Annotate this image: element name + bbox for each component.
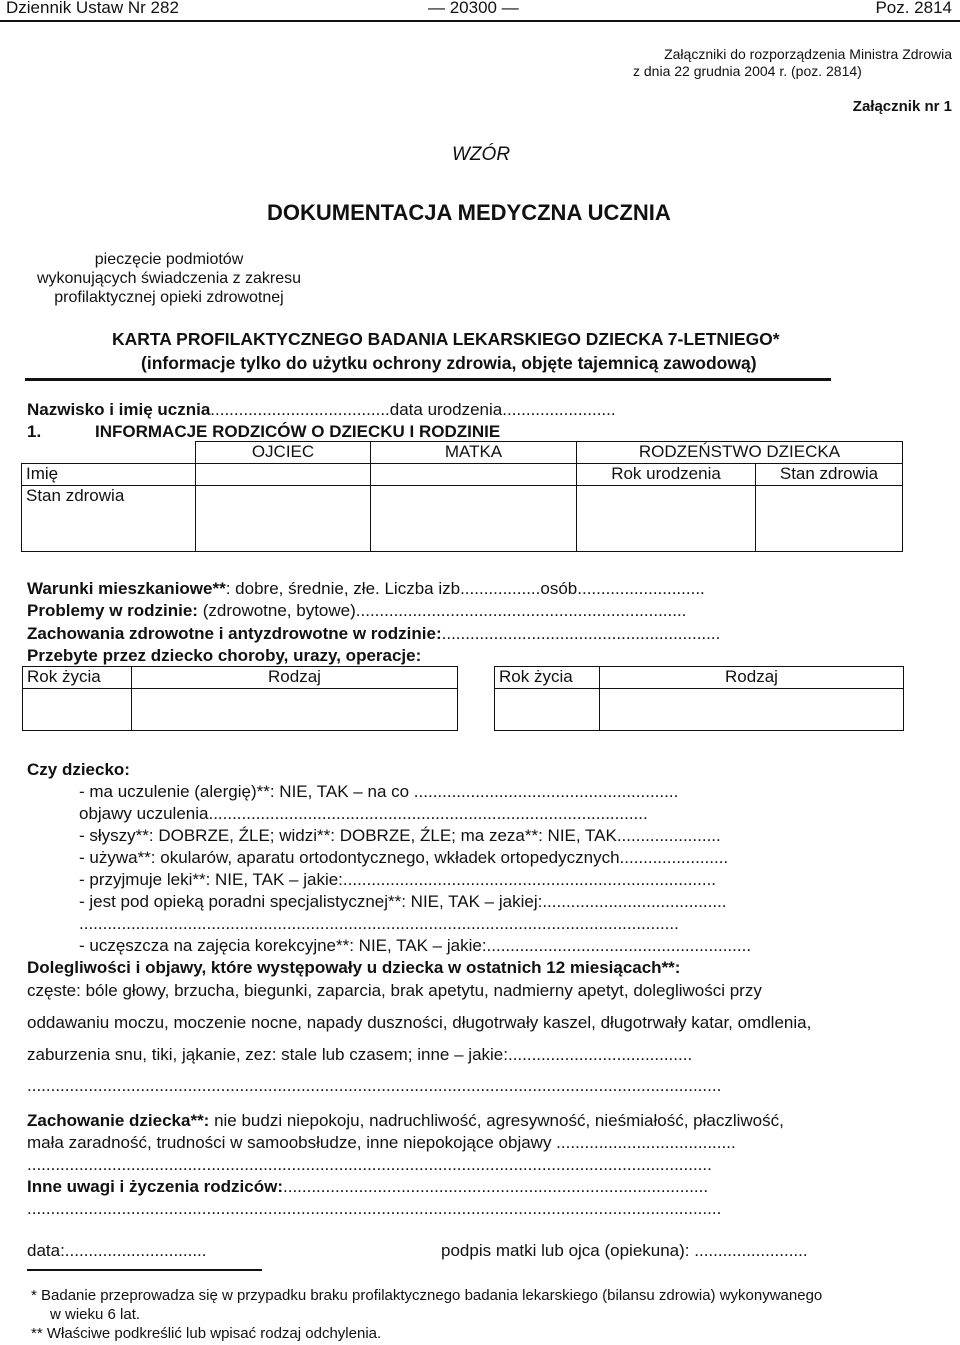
father-name-cell[interactable] <box>196 464 371 486</box>
family-problems-text: (zdrowotne, bytowe) <box>197 601 356 620</box>
footnote-rule <box>27 1269 262 1271</box>
persons-label: osób <box>540 579 578 598</box>
complaints-line-4[interactable]: ................................................................................................................................................... <box>27 1076 722 1095</box>
illness-year-header-right: Rok życia <box>495 667 600 689</box>
wzor-label: WZÓR <box>452 144 511 165</box>
allergy-item[interactable]: - ma uczulenie (alergię)**: NIE, TAK – na co ........................................................ <box>79 782 679 801</box>
living-conditions-label: Warunki mieszkaniowe** <box>27 579 226 598</box>
child-questions-label: Czy dziecko: <box>27 760 130 779</box>
birth-date-dots[interactable]: ........................ <box>502 400 616 419</box>
birth-date-label: data urodzenia <box>389 400 503 419</box>
specialist-care-item[interactable]: - jest pod opieką poradni specjalistycznej**: NIE, TAK – jakiej:....................................... <box>79 892 727 911</box>
footnote-1-continuation: w wieku 6 lat. <box>50 1306 141 1323</box>
card-title: KARTA PROFILAKTYCZNEGO BADANIA LEKARSKIEGO DZIECKA 7-LETNIEGO* <box>112 329 780 349</box>
family-table <box>21 441 903 552</box>
section-1-number: 1. <box>27 422 42 441</box>
rooms-dots[interactable]: ................. <box>460 579 541 598</box>
annex-line-1: Załączniki do rozporządzenia Ministra Zdrowia <box>664 46 952 62</box>
illness-year-cell-right[interactable] <box>495 689 600 731</box>
child-behavior-text: nie budzi niepokoju, nadruchliwość, agresywność, nieśmiałość, płaczliwość, <box>209 1111 784 1130</box>
parent-remarks-label: Inne uwagi i życzenia rodziców: <box>27 1177 283 1196</box>
family-problems-dots[interactable]: ...................................................................... <box>355 601 687 620</box>
corrective-classes-item[interactable]: - uczęszcza na zajęcia korekcyjne**: NIE, TAK – jakie:........................................................ <box>79 936 752 955</box>
row-name-label: Imię <box>22 464 196 486</box>
health-behaviors-dots[interactable]: ........................................................... <box>441 624 721 643</box>
parent-signature-field[interactable]: podpis matki lub ojca (opiekuna): ........................ <box>441 1241 808 1260</box>
complaints-line-1: częste: bóle głowy, brzucha, biegunki, zaparcia, brak apetytu, nadmierny apetyt, dolegliwości przy <box>27 981 762 1000</box>
child-behavior-line-2[interactable]: mała zaradność, trudności w samoobsłudze, inne niepokojące objawy ...................................... <box>27 1133 736 1152</box>
sibling-birth-year-header: Rok urodzenia <box>577 464 756 486</box>
aids-item[interactable]: - używa**: okularów, aparatu ortodontycznego, wkładek ortopedycznych....................... <box>79 848 729 867</box>
document-title: DOKUMENTACJA MEDYCZNA UCZNIA <box>267 200 671 225</box>
student-name-label: Nazwisko i imię ucznia <box>27 400 211 419</box>
illness-kind-header-right: Rodzaj <box>600 667 904 689</box>
illness-table-left <box>22 666 458 731</box>
health-behaviors-line <box>27 624 720 644</box>
student-name-dots[interactable]: ...................................... <box>210 400 390 419</box>
specialist-care-continuation[interactable]: ............................................................................................................................... <box>79 914 679 933</box>
health-behaviors-label: Zachowania zdrowotne i antyzdrowotne w rodzinie: <box>27 624 442 643</box>
header-rule <box>0 20 960 22</box>
complaints-label: Dolegliwości i objawy, które występowały u dziecka w ostatnich 12 miesiącach**: <box>27 958 681 977</box>
parent-remarks-line <box>27 1177 708 1197</box>
living-conditions-line <box>27 579 705 599</box>
position-number: Poz. 2814 <box>875 0 952 17</box>
parent-remarks-line-2[interactable]: ................................................................................................................................................... <box>27 1199 722 1218</box>
illness-kind-cell-left[interactable] <box>132 689 458 731</box>
sibling-health-header: Stan zdrowia <box>756 464 903 486</box>
empty-header-cell <box>22 442 196 464</box>
complaints-line-2: oddawaniu moczu, moczenie nocne, napady duszności, długotrwały kaszel, długotrwały katar, omdlenia, <box>27 1013 812 1032</box>
stamp-line-2: wykonujących świadczenia z zakresu <box>36 270 302 287</box>
child-behavior-line <box>27 1111 784 1131</box>
mother-health-cell[interactable] <box>371 486 577 552</box>
child-behavior-label: Zachowanie dziecka**: <box>27 1111 210 1130</box>
row-health-label: Stan zdrowia <box>22 486 196 552</box>
complaints-line-3[interactable]: zaburzenia snu, tiki, jąkanie, zez: stale lub czasem; inne – jakie:....................................... <box>27 1045 693 1064</box>
title-rule <box>25 378 831 381</box>
section-1-title: INFORMACJE RODZICÓW O DZIECKU I RODZINIE <box>95 422 501 441</box>
journal-title: Dziennik Ustaw Nr 282 <box>6 0 179 17</box>
living-conditions-text: : dobre, średnie, złe. Liczba izb <box>225 579 461 598</box>
allergy-symptoms-item[interactable]: objawy uczulenia............................................................................................. <box>79 804 648 823</box>
child-behavior-line-3[interactable]: ................................................................................................................................................. <box>27 1155 712 1174</box>
col-siblings: RODZEŃSTWO DZIECKA <box>577 442 903 464</box>
col-father: OJCIEC <box>196 442 371 464</box>
hearing-vision-item[interactable]: - słyszy**: DOBRZE, ŹLE; widzi**: DOBRZE, ŹLE; ma zeza**: NIE, TAK...................... <box>79 826 721 845</box>
medication-item[interactable]: - przyjmuje leki**: NIE, TAK – jakie:............................................................................... <box>79 870 717 889</box>
stamp-line-1: pieczęcie podmiotów <box>94 251 244 268</box>
page-number: — 20300 — <box>428 0 519 17</box>
stamp-line-3: profilaktycznej opieki zdrowotnej <box>54 289 284 306</box>
illnesses-label: Przebyte przez dziecko choroby, urazy, operacje: <box>27 646 422 665</box>
illness-kind-cell-right[interactable] <box>600 689 904 731</box>
date-field[interactable]: data:.............................. <box>27 1241 207 1260</box>
illness-kind-header-left: Rodzaj <box>132 667 458 689</box>
sibling-health-cell[interactable] <box>756 486 903 552</box>
footnote-1: * Badanie przeprowadza się w przypadku braku profilaktycznego badania lekarskiego (bilansu zdrowia) wykonywanego <box>31 1287 823 1304</box>
father-health-cell[interactable] <box>196 486 371 552</box>
card-subtitle: (informacje tylko do użytku ochrony zdrowia, objęte tajemnicą zawodową) <box>141 353 757 373</box>
mother-name-cell[interactable] <box>371 464 577 486</box>
student-name-line <box>27 400 616 420</box>
annex-number: Załącznik nr 1 <box>852 98 952 115</box>
family-problems-line <box>27 601 686 621</box>
illness-year-header-left: Rok życia <box>23 667 132 689</box>
stamp-area <box>22 250 316 307</box>
col-mother: MATKA <box>371 442 577 464</box>
parent-remarks-dots[interactable]: .......................................................................................... <box>283 1177 709 1196</box>
family-problems-label: Problemy w rodzinie: <box>27 601 198 620</box>
footnote-2: ** Właściwe podkreślić lub wpisać rodzaj odchylenia. <box>31 1325 382 1342</box>
sibling-birth-year-cell[interactable] <box>577 486 756 552</box>
persons-dots[interactable]: ........................... <box>577 579 705 598</box>
illness-table-right <box>494 666 904 731</box>
illness-year-cell-left[interactable] <box>23 689 132 731</box>
annex-line-2: z dnia 22 grudnia 2004 r. (poz. 2814) <box>633 63 862 79</box>
